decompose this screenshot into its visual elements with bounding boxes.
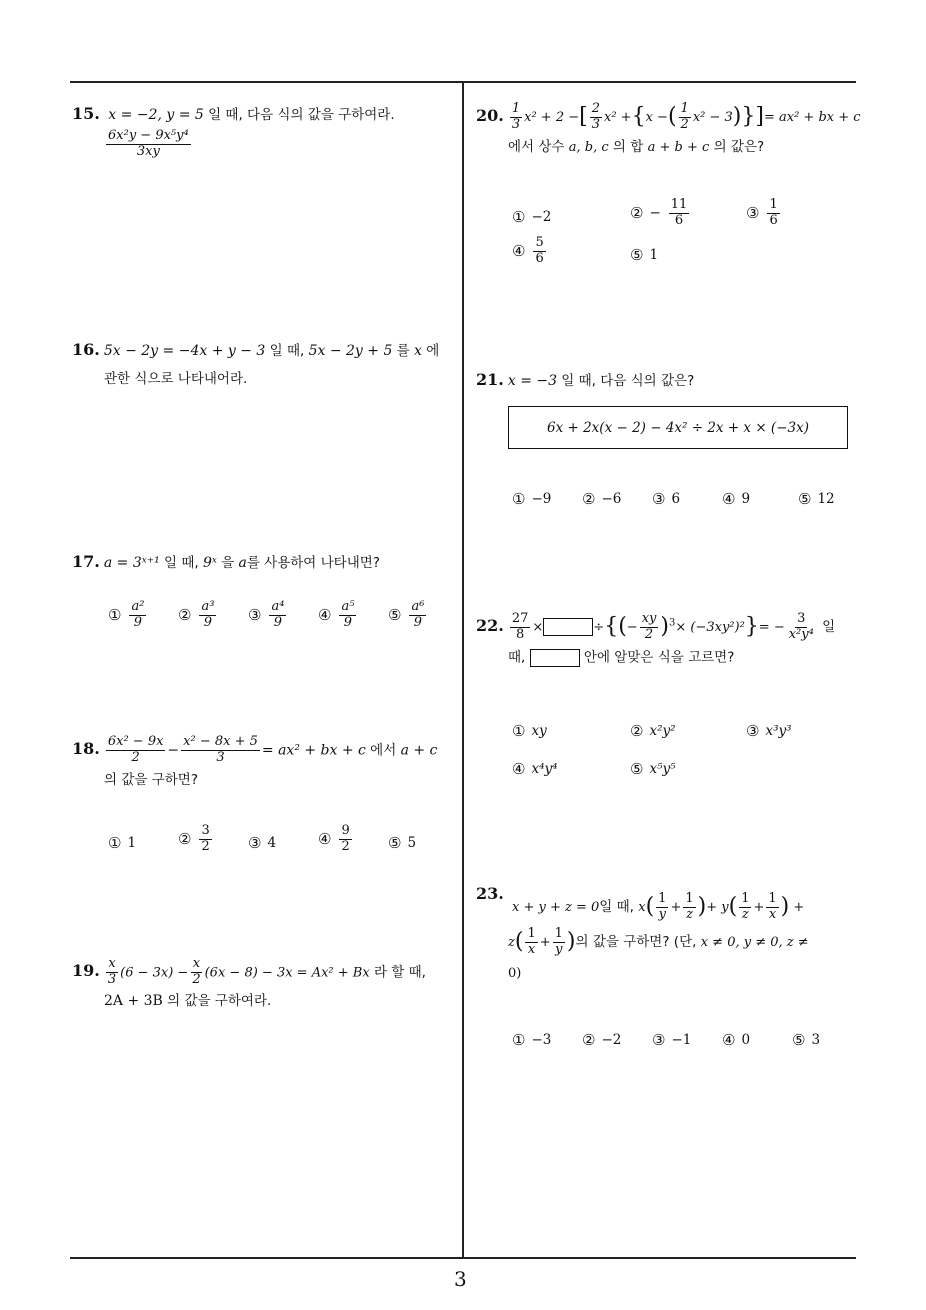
problem-17	[72, 552, 457, 573]
problem-number: 18.	[72, 739, 100, 759]
problem-number: 16.	[72, 340, 100, 359]
option-5[interactable]: ⑤ 1	[630, 246, 659, 264]
option-2[interactable]: ② x²y²	[630, 722, 676, 740]
fraction-denominator: 3xy	[136, 143, 160, 159]
problem-19: 19. $\frac{x}{3}$ (6 − 3x) − $\frac{x}{2}$ (6x − 8) − 3x = Ax² + Bx 라 할 때, 2A + 3B 의 값을 구하여라.	[72, 956, 426, 1009]
problem-23: 23. x + y + z = 0일 때, x( $\frac{1}{y}$ + $\frac{1}{z}$ )+ y( $\frac{1}{z}$ + $\frac{1}{x}$ ) + z( $\frac{1}{x}$ + $\frac{1}{y}$ )의 값을 구하면? (단, x ≠ 0, y ≠ 0, z ≠ 0)	[476, 884, 809, 981]
option-4[interactable]: ④ $\frac{5}{6}$	[512, 235, 544, 266]
problem-text: 을	[216, 555, 239, 571]
answer-options-22	[512, 722, 852, 782]
problem-text-line2: 관한 식으로 나타내어라.	[104, 370, 248, 387]
problem-number: 20.	[476, 105, 504, 125]
option-1[interactable]: ① −2	[512, 208, 552, 226]
answer-options-20	[512, 196, 852, 276]
equation-math: 5x − 2y = −4x + y − 3	[103, 343, 266, 359]
option-4[interactable]: ④ 9	[722, 490, 751, 508]
problem-text-line2: 의 값을 구하면?	[104, 771, 198, 788]
answer-options-23	[512, 1031, 852, 1053]
option-3[interactable]: ③ 6	[652, 490, 681, 508]
option-1[interactable]: ① $\frac{\text{a²}}{9}$	[108, 599, 145, 630]
answer-options-17	[108, 600, 458, 640]
problem-number: 17.	[72, 552, 100, 571]
option-5[interactable]: ⑤ 3	[792, 1031, 821, 1049]
option-4[interactable]: ④ 0	[722, 1031, 751, 1049]
variable-math: a	[238, 555, 247, 571]
blank-box[interactable]	[530, 649, 580, 667]
option-1[interactable]: ① xy	[512, 722, 547, 740]
column-divider	[462, 82, 464, 1258]
answer-options-18	[108, 824, 458, 864]
expression-math: 5x − 2y + 5	[308, 343, 393, 359]
problem-text: 를	[392, 343, 415, 359]
option-5[interactable]: ⑤ 12	[798, 490, 835, 508]
equation-rhs: = ax² + bx + c	[261, 742, 366, 759]
option-3[interactable]: ③ x³y³	[746, 722, 792, 740]
expression-fraction	[106, 129, 191, 160]
problem-20: 20. $\frac{1}{3}$ x² + 2 −[ $\frac{2}{3}$ x² +{x −( $\frac{1}{2}$ x² − 3)}]= ax² + bx + c 에서 상수 a, b, c 의 합 a + b + c 의 값은?	[476, 101, 861, 155]
condition-math: x = −2, y = 5	[108, 107, 204, 123]
option-3[interactable]: ③ $\frac{\text{a⁴}}{9}$	[248, 599, 285, 630]
fraction-1: $\frac{\text{6x² − 9x}}{2}$	[107, 734, 164, 765]
option-1[interactable]: ① −3	[512, 1031, 552, 1049]
problem-text: 일 때, 다음 식의 값을 구하여라.	[203, 107, 395, 123]
problem-22: 22. $\frac{27}{8}$ × ÷{(− $\frac{xy}{2}$ )$^3$× (−3xy²)²}= − $\frac{3}{\text{x²y⁴}}$ 일 때, 안에 알맞은 식을 고르면?	[476, 611, 836, 666]
option-2[interactable]: ② −6	[582, 490, 622, 508]
option-3[interactable]: ③ 4	[248, 834, 277, 852]
problem-text: 를 사용하여 나타내면?	[246, 555, 380, 571]
bottom-rule	[70, 1257, 856, 1259]
option-4[interactable]: ④ $\frac{9}{2}$	[318, 823, 350, 854]
problem-21: 21. x = −3 일 때, 다음 식의 값은?	[476, 370, 695, 389]
fraction-numerator: 6x²y − 9x⁵y⁴	[108, 127, 189, 143]
option-2[interactable]: ② $\frac{3}{2}$	[178, 823, 210, 854]
answer-options-21	[512, 490, 852, 512]
problem-number: 21.	[476, 370, 504, 389]
problem-number: 22.	[476, 615, 504, 635]
option-4[interactable]: ④ x⁴y⁴	[512, 760, 558, 778]
problem-text-line2: 의 값을 구하여라.	[162, 992, 272, 1009]
option-4[interactable]: ④ $\frac{\text{a⁵}}{9}$	[318, 599, 355, 630]
option-2[interactable]: ② $\frac{\text{a³}}{9}$	[178, 599, 215, 630]
blank-box[interactable]	[543, 618, 593, 636]
option-2[interactable]: ② − $\frac{11}{6}$	[630, 197, 688, 228]
fraction-2: $\frac{\text{x² − 8x + 5}}{3}$	[183, 734, 258, 765]
option-5[interactable]: ⑤ x⁵y⁵	[630, 760, 676, 778]
problem-text: 일 때,	[265, 343, 309, 359]
option-3[interactable]: ③ $\frac{1}{6}$	[746, 197, 778, 228]
problem-18: 18. $\frac{\text{6x² − 9x}}{2}$ − $\frac{\text{x² − 8x + 5}}{3}$ = ax² + bx + c 에서 a + c 의 값을 구하면?	[72, 735, 460, 789]
option-5[interactable]: ⑤ $\frac{\text{a⁶}}{9}$	[388, 599, 425, 630]
variable-math: x	[414, 343, 422, 359]
problem-text: 일 때,	[159, 555, 203, 571]
problem-15	[72, 104, 457, 160]
expression-math: 9ˣ	[202, 555, 217, 571]
boxed-expression: 6x + 2x(x − 2) − 4x² ÷ 2x + x × (−3x)	[508, 406, 848, 449]
page-number: 3	[454, 1267, 467, 1291]
problem-number: 15.	[72, 104, 100, 123]
problem-number: 23.	[476, 884, 504, 903]
option-3[interactable]: ③ −1	[652, 1031, 692, 1049]
condition-math: a = 3ˣ⁺¹	[103, 555, 160, 571]
problem-16	[72, 340, 457, 388]
option-5[interactable]: ⑤ 5	[388, 834, 417, 852]
option-2[interactable]: ② −2	[582, 1031, 622, 1049]
option-1[interactable]: ① −9	[512, 490, 552, 508]
problem-text: 에	[421, 343, 440, 359]
option-1[interactable]: ① 1	[108, 834, 137, 852]
problem-number: 19.	[72, 961, 100, 981]
